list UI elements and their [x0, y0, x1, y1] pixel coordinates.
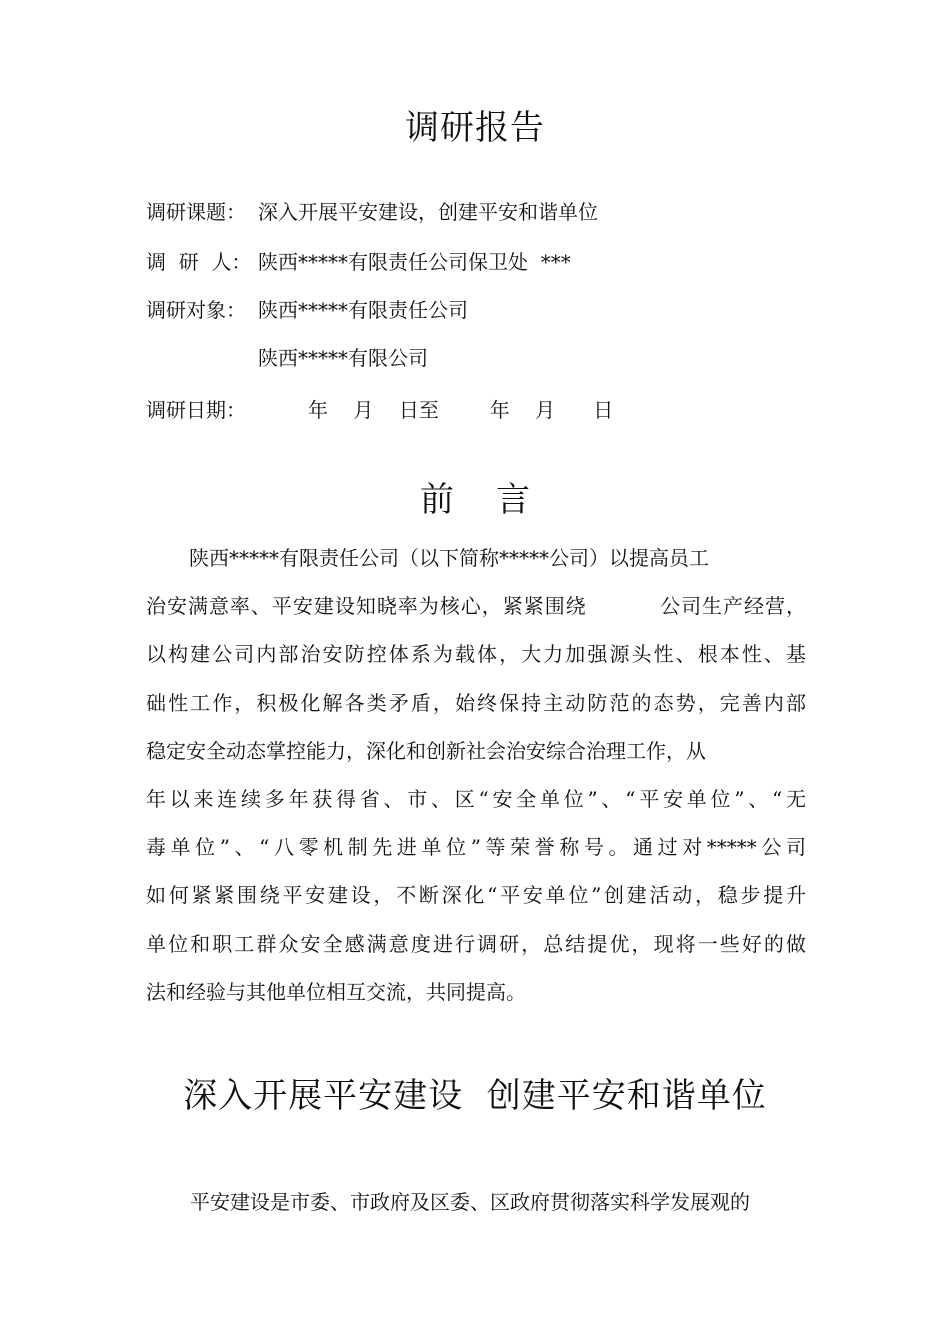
meta-subject-row: [146, 294, 468, 323]
preface-line: 础性工作，积极化解各类矛盾，始终保持主动防范的态势，完善内部: [146, 690, 806, 715]
meta-researcher-value: 陕西*****有限责任公司保卫处 ***: [258, 250, 571, 274]
preface-line: 陕西*****有限责任公司（以下简称*****公司）以提高员工: [189, 546, 709, 570]
meta-subject-value-2: 陕西*****有限公司: [258, 346, 428, 370]
preface-line: 单位和职工群众安全感满意度进行调研，总结提优，现将一些好的做: [146, 931, 806, 956]
meta-topic-row: [146, 196, 598, 225]
meta-topic-label: 调研课题：: [146, 200, 246, 224]
preface-line: 稳定安全动态掌控能力，深化和创新社会治安综合治理工作，从: [146, 738, 706, 763]
preface-paragraph: [146, 534, 806, 1016]
report-title: 调研报告: [405, 108, 545, 148]
meta-date-value: 年 月 日至 年 月 日: [308, 398, 614, 422]
meta-date-row: [146, 394, 613, 423]
preface-heading: 前言: [420, 480, 572, 520]
preface-line: 如何紧紧围绕平安建设，不断深化“平安单位”创建活动，稳步提升: [146, 883, 806, 908]
preface-line: 以构建公司内部治安防控体系为载体，大力加强源头性、根本性、基: [146, 642, 806, 667]
meta-subject-row-2: [146, 342, 428, 371]
preface-line: 治安满意率、平安建设知晓率为核心，紧紧围绕 公司生产经营，: [146, 594, 806, 619]
section-heading: 深入开展平安建设 创建平安和谐单位: [183, 1076, 767, 1116]
preface-line: 年以来连续多年获得省、市、区“安全单位”、“平安单位”、“无: [146, 786, 806, 811]
section-body-text: 平安建设是市委、市政府及区委、区政府贯彻落实科学发展观的: [190, 1190, 750, 1214]
meta-date-label: 调研日期：: [146, 398, 246, 422]
preface-line: 毒单位”、“八零机制先进单位”等荣誉称号。通过对*****公司: [146, 835, 806, 860]
meta-researcher-label: 调 研 人：: [146, 250, 252, 274]
preface-line: 法和经验与其他单位相互交流，共同提高。: [146, 979, 526, 1004]
meta-subject-value: 陕西*****有限责任公司: [258, 298, 468, 322]
meta-researcher-row: [146, 246, 571, 275]
meta-topic-value: 深入开展平安建设，创建平安和谐单位: [258, 200, 598, 224]
meta-subject-label: 调研对象：: [146, 298, 246, 322]
